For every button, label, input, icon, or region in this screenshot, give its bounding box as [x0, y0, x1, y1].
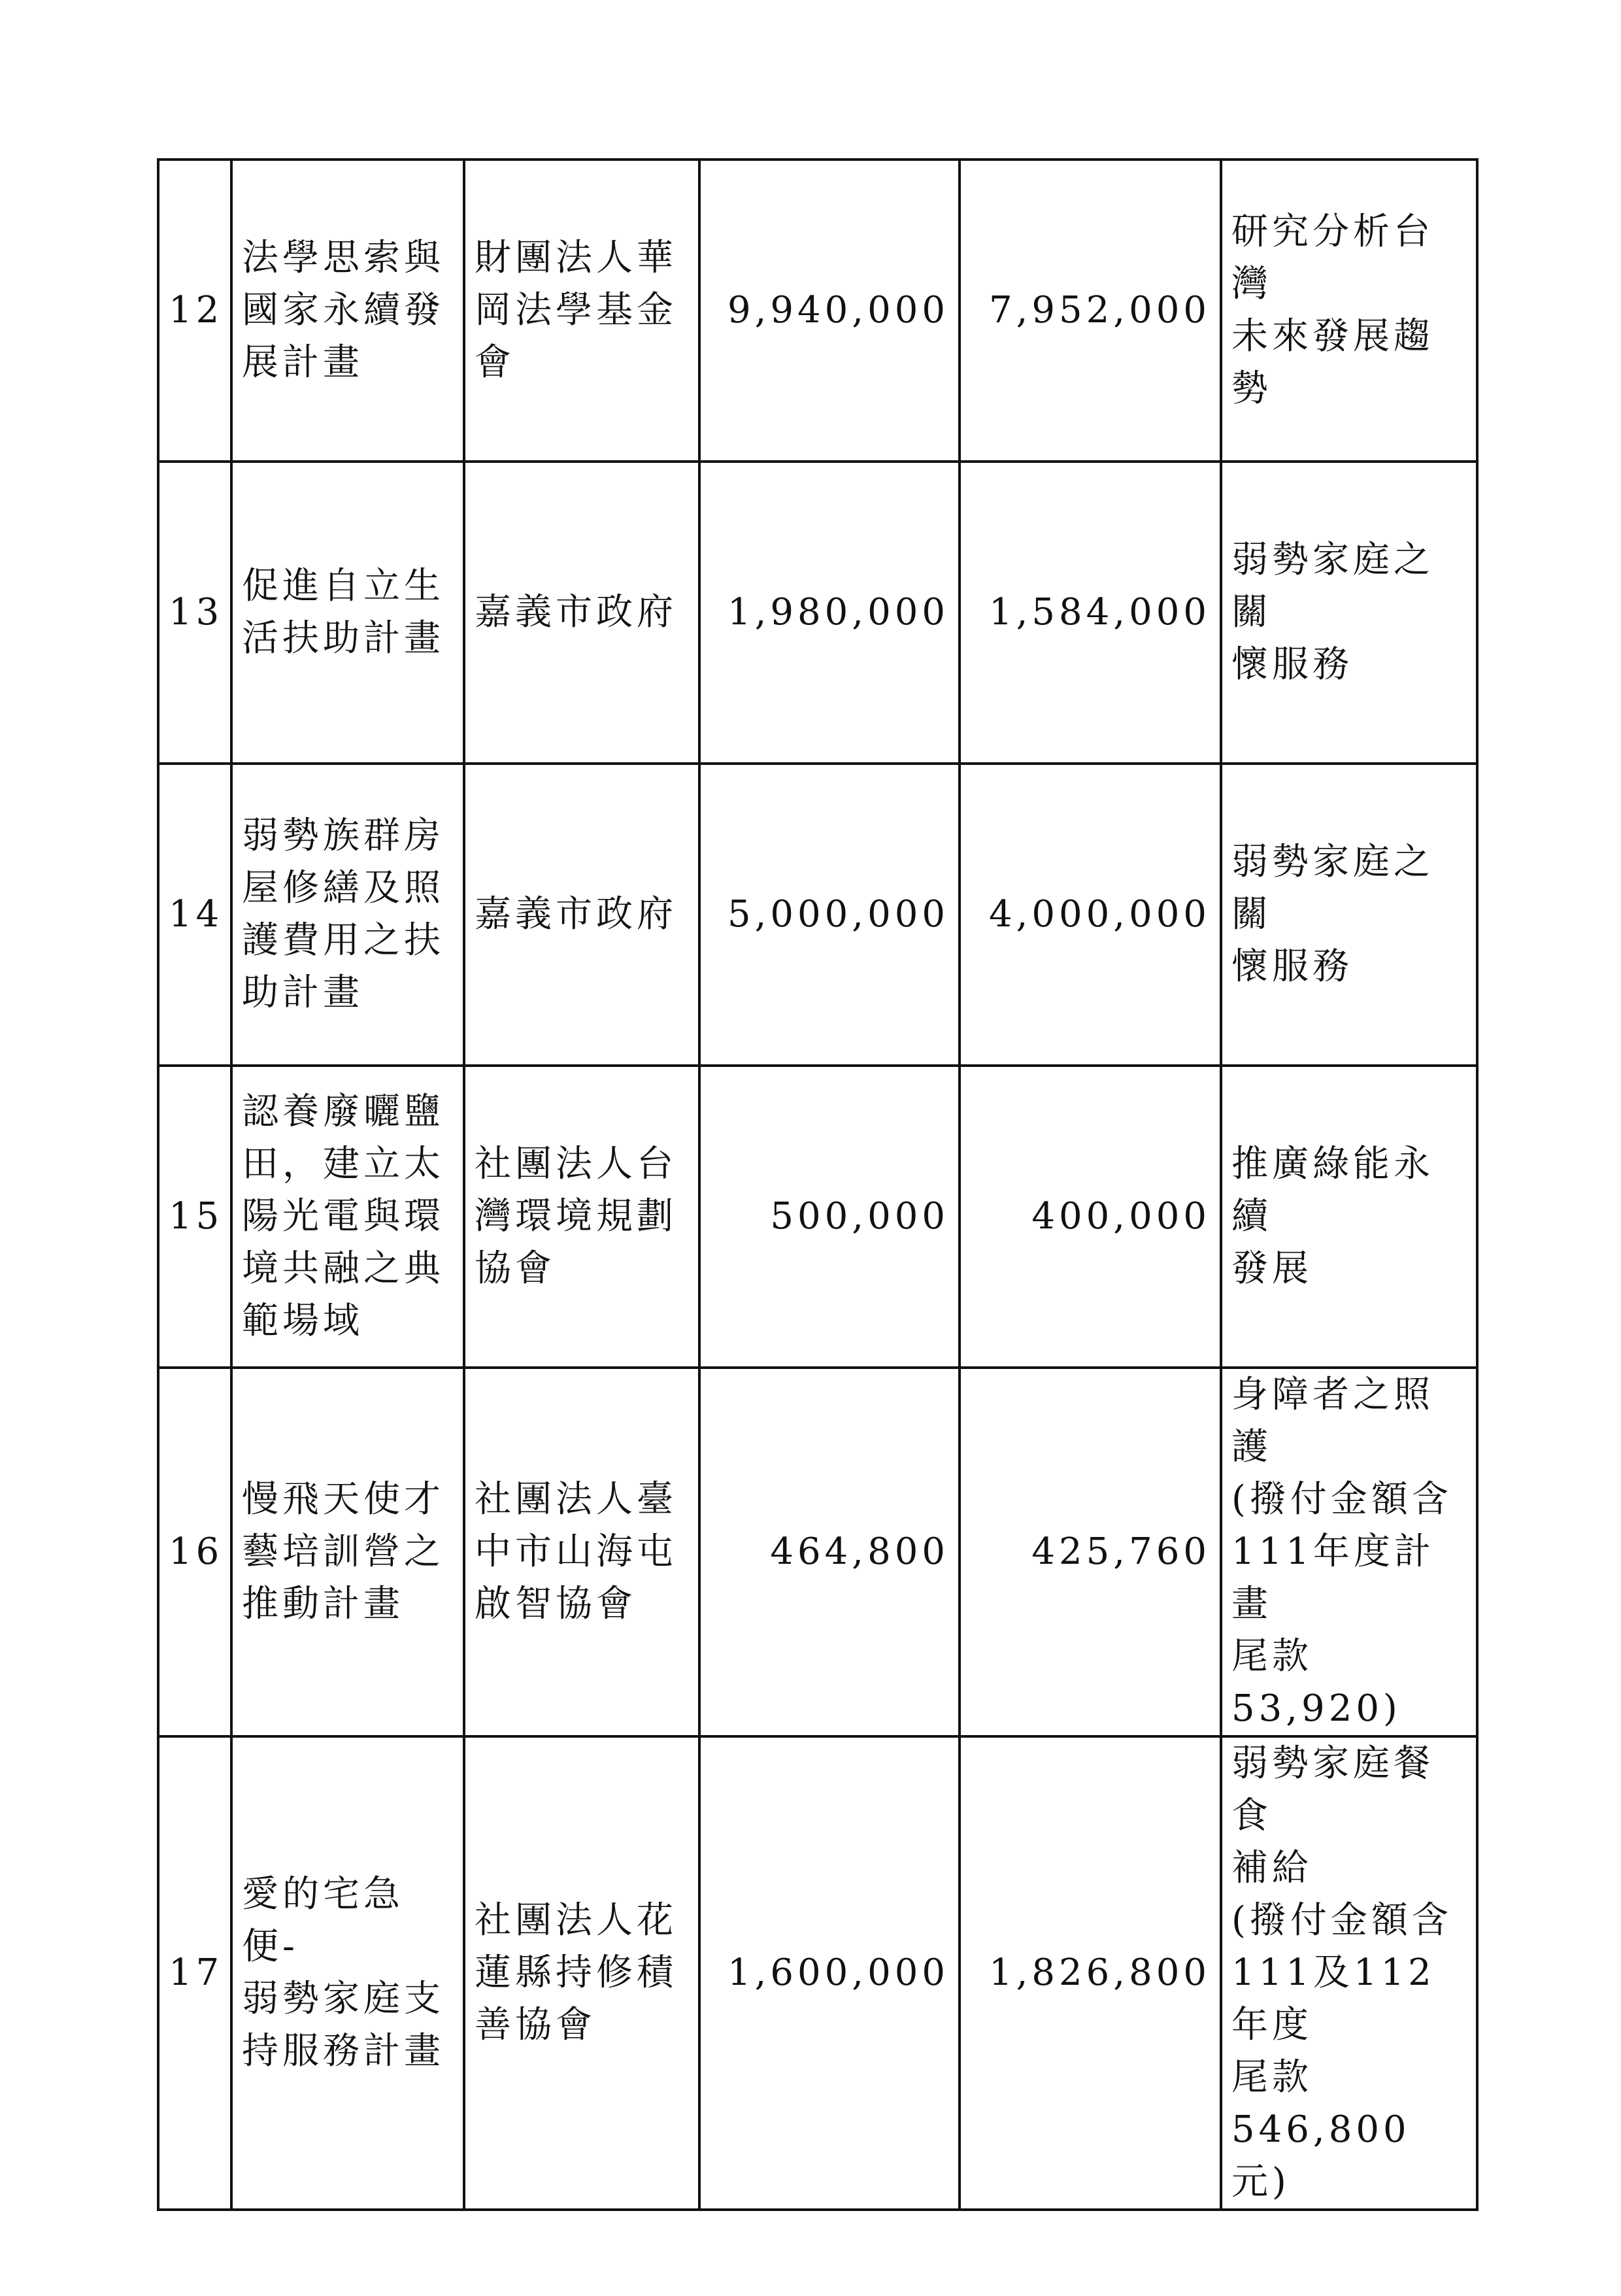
table-row: [158, 764, 1477, 1066]
row-number: 16: [158, 1368, 231, 1736]
organization-cell: [464, 1066, 699, 1368]
project-name-cell: [231, 1736, 464, 2210]
organization-name: 社團法人臺 中市山海屯 啟智協會: [475, 1478, 677, 1625]
amount-paid: 425,760: [960, 1368, 1221, 1736]
project-name: 法學思索與 國家永續發 展計畫: [242, 237, 444, 384]
note-text: 研究分析台灣 未來發展趨勢: [1231, 211, 1434, 410]
row-number: 14: [158, 764, 231, 1066]
note-cell: [1221, 160, 1477, 462]
amount-paid: 400,000: [960, 1066, 1221, 1368]
project-name: 促進自立生 活扶助計畫: [242, 565, 444, 660]
amount-approved: 464,800: [699, 1368, 960, 1736]
amount-approved: 1,980,000: [699, 462, 960, 764]
project-name: 慢飛天使才 藝培訓營之 推動計畫: [242, 1478, 444, 1625]
organization-name: 嘉義市政府: [475, 893, 677, 936]
note-text: 推廣綠能永續 發展: [1231, 1143, 1434, 1290]
note-cell: [1221, 764, 1477, 1066]
note-text: 弱勢家庭餐食 補給 (撥付金額含 111及112年度 尾款546,800 元): [1231, 1742, 1452, 2203]
project-name-cell: [231, 462, 464, 764]
organization-cell: [464, 1368, 699, 1736]
organization-name: 社團法人花 蓮縣持修積 善協會: [475, 1899, 677, 2046]
amount-approved: 500,000: [699, 1066, 960, 1368]
row-number: 15: [158, 1066, 231, 1368]
table-row: [158, 462, 1477, 764]
project-name-cell: [231, 1066, 464, 1368]
organization-cell: [464, 1736, 699, 2210]
organization-name: 財團法人華 岡法學基金 會: [475, 237, 677, 384]
project-name-cell: [231, 160, 464, 462]
table-row: [158, 1368, 1477, 1736]
row-number: 17: [158, 1736, 231, 2210]
note-cell: [1221, 462, 1477, 764]
organization-cell: [464, 764, 699, 1066]
amount-paid: 1,584,000: [960, 462, 1221, 764]
amount-paid: 4,000,000: [960, 764, 1221, 1066]
table-row: [158, 160, 1477, 462]
amount-approved: 9,940,000: [699, 160, 960, 462]
project-name-cell: [231, 1368, 464, 1736]
note-cell: [1221, 1368, 1477, 1736]
row-number: 13: [158, 462, 231, 764]
note-text: 弱勢家庭之關 懷服務: [1231, 539, 1434, 686]
organization-name: 社團法人台 灣環境規劃 協會: [475, 1143, 677, 1290]
note-cell: [1221, 1066, 1477, 1368]
organization-name: 嘉義市政府: [475, 591, 677, 633]
project-name-cell: [231, 764, 464, 1066]
note-cell: [1221, 1736, 1477, 2210]
amount-paid: 1,826,800: [960, 1736, 1221, 2210]
table-row: [158, 1736, 1477, 2210]
amount-paid: 7,952,000: [960, 160, 1221, 462]
note-text: 弱勢家庭之關 懷服務: [1231, 841, 1434, 988]
project-name: 愛的宅急便- 弱勢家庭支 持服務計畫: [242, 1873, 444, 2072]
table-row: [158, 1066, 1477, 1368]
organization-cell: [464, 160, 699, 462]
amount-approved: 5,000,000: [699, 764, 960, 1066]
grant-table: [157, 158, 1479, 2211]
project-name: 弱勢族群房 屋修繕及照 護費用之扶 助計畫: [242, 815, 444, 1014]
row-number: 12: [158, 160, 231, 462]
grant-table-body: [158, 160, 1477, 2210]
project-name: 認養廢曬鹽 田，建立太 陽光電與環 境共融之典 範場域: [242, 1090, 444, 1342]
organization-cell: [464, 462, 699, 764]
note-text: 身障者之照護 (撥付金額含 111年度計畫 尾款53,920): [1231, 1374, 1452, 1730]
amount-approved: 1,600,000: [699, 1736, 960, 2210]
